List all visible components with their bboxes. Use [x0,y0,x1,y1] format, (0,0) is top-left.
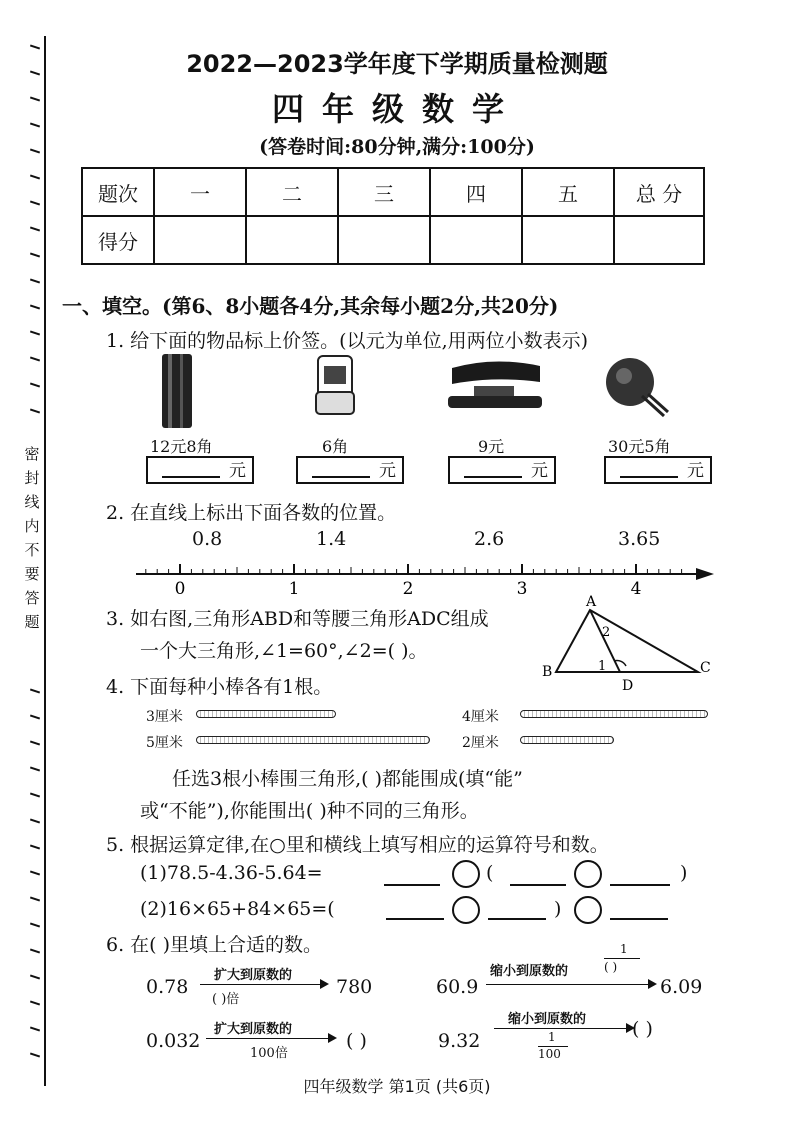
binding-dash [30,383,40,388]
binding-dash [30,975,40,980]
score-cell[interactable] [614,216,704,264]
arrow [200,984,324,985]
answer-blank[interactable] [510,884,566,886]
binding-dash [30,871,40,876]
table-cell: 一 [154,168,246,216]
binding-dash [30,845,40,850]
close-paren: ) [680,862,688,884]
price-answer-box[interactable]: 元 [296,456,404,484]
operator-circle[interactable] [574,896,602,924]
exam-title: 2022—2023学年度下学期质量检测题 [186,50,608,78]
binding-line [44,36,46,1086]
binding-dash [30,201,40,206]
table-cell: 五 [522,168,614,216]
rod-5cm [196,736,430,744]
answer-blank[interactable] [488,918,546,920]
score-cell[interactable] [522,216,614,264]
vertex-a: A [586,594,597,610]
fraction-denominator: ( ) [604,960,618,974]
answer-blank[interactable] [610,918,668,920]
axis-label: 4 [630,579,642,599]
binding-dash [30,793,40,798]
question-3: 3. 如右图,三角形ABD和等腰三角形ADC组成 [106,608,489,630]
value-label: 0.8 [192,528,223,550]
table-cell: 二 [246,168,338,216]
triangle-diagram [536,592,714,696]
binding-dash [30,305,40,310]
table-cell: 总 分 [614,168,704,216]
binding-dash [30,897,40,902]
price-label: 30元5角 [608,437,671,456]
q6-number: 9.32 [438,1030,481,1052]
binding-dash [30,1001,40,1006]
rod-4cm [520,710,708,718]
fraction-denominator: 100 [538,1047,561,1061]
arrow-head [320,979,329,989]
fraction-numerator: 1 [620,942,628,956]
axis-label: 0 [174,579,186,599]
q6-result: 6.09 [660,976,703,998]
exam-info: (答卷时间:80分钟,满分:100分) [259,136,535,158]
arrow-head [648,979,657,989]
arrow-label-top: 扩大到原数的 [214,968,293,983]
answer-blank[interactable] [386,918,444,920]
arrow [486,984,652,985]
operator-circle[interactable] [452,896,480,924]
score-cell[interactable] [246,216,338,264]
pencil-sharpener-icon [602,356,672,420]
arrow [206,1038,332,1039]
price-label: 12元8角 [150,437,213,456]
binding-dash [30,923,40,928]
arrow-head [328,1033,337,1043]
binding-dash [30,1027,40,1032]
page-footer: 四年级数学 第1页 (共6页) [303,1077,491,1096]
stapler-icon [444,356,546,416]
binding-dash [30,409,40,414]
price-answer-box[interactable]: 元 [448,456,556,484]
binding-dash [30,949,40,954]
eraser-icon [312,352,358,418]
score-cell[interactable] [154,216,246,264]
arrow-label-top: 扩大到原数的 [214,1022,293,1037]
angle-2-label: 2 [602,625,611,640]
arrow-label-bottom: 100倍 [250,1046,288,1061]
question-4: 4. 下面每种小棒各有1根。 [106,676,333,698]
binding-dash [30,279,40,284]
axis-label: 3 [516,579,528,599]
vertex-b: B [542,664,553,680]
value-label: 1.4 [316,528,347,550]
arrow-label-top: 缩小到原数的 [490,964,569,979]
question-1: 1. 给下面的物品标上价签。(以元为单位,用两位小数表示) [106,330,589,352]
table-cell: 题次 [82,168,154,216]
question-3-line2: 一个大三角形,∠1=60°,∠2=( )。 [140,640,428,662]
subject-title: 四年级数学 [271,90,522,128]
value-label: 2.6 [474,528,505,550]
fraction-bar [604,958,640,959]
binding-dash [30,819,40,824]
q5-part2-label: (2)16×65+84×65=( [140,898,335,920]
binding-dash [30,689,40,694]
table-row [82,168,704,216]
open-paren: ( [486,862,494,884]
q6-result: 780 [336,976,373,998]
binding-dash [30,227,40,232]
question-5: 5. 根据运算定律,在○里和横线上填写相应的运算符号和数。 [106,834,609,856]
value-label: 3.65 [618,528,661,550]
rod-label: 2厘米 [462,735,499,751]
fraction-numerator: 1 [548,1030,556,1044]
operator-circle[interactable] [452,860,480,888]
score-table [81,167,705,265]
question-4-line1: 任选3根小棒围三角形,( )都能围成(填“能” [172,768,523,790]
price-answer-box[interactable]: 元 [146,456,254,484]
binding-dash [30,767,40,772]
vertex-c: C [700,660,711,676]
operator-circle[interactable] [574,860,602,888]
rod-3cm [196,710,336,718]
axis-label: 1 [288,579,300,599]
answer-blank[interactable] [384,884,440,886]
binding-dash [30,1053,40,1058]
binding-dash [30,253,40,258]
vertex-d: D [622,678,634,694]
rod-label: 5厘米 [146,735,183,751]
arrow [494,1028,630,1029]
pencil-case-icon [160,352,196,432]
price-answer-box[interactable]: 元 [604,456,712,484]
question-6: 6. 在( )里填上合适的数。 [106,934,323,956]
score-cell[interactable] [430,216,522,264]
binding-dash [30,357,40,362]
q5-part1-label: (1)78.5-4.36-5.64= [140,862,323,884]
section-heading: 一、填空。(第6、8小题各4分,其余每小题2分,共20分) [62,294,559,318]
arrow-label-bottom: ( )倍 [212,992,240,1007]
table-cell: 四 [430,168,522,216]
table-row [82,216,704,264]
question-2: 2. 在直线上标出下面各数的位置。 [106,502,397,524]
q6-answer[interactable]: ( ) [346,1030,367,1052]
angle-1-label: 1 [598,659,607,674]
arrow-label-top: 缩小到原数的 [508,1012,587,1027]
table-cell: 得分 [82,216,154,264]
axis-label: 2 [402,579,414,599]
rod-label: 4厘米 [462,709,499,725]
rod-2cm [520,736,614,744]
price-label: 6角 [322,437,349,456]
question-4-line2: 或“不能”),你能围出( )种不同的三角形。 [140,800,479,822]
binding-dash [30,741,40,746]
q6-number: 0.032 [146,1030,201,1052]
q6-number: 0.78 [146,976,189,998]
seal-text: 密封线内不要答题 [24,445,40,631]
answer-blank[interactable] [610,884,670,886]
q6-answer[interactable]: ( ) [632,1018,653,1040]
close-paren: ) [554,898,562,920]
q6-number: 60.9 [436,976,479,998]
score-cell[interactable] [338,216,430,264]
table-cell: 三 [338,168,430,216]
binding-dash [30,715,40,720]
price-label: 9元 [478,437,505,456]
rod-label: 3厘米 [146,709,183,725]
binding-dash [30,331,40,336]
binding-dash [30,175,40,180]
